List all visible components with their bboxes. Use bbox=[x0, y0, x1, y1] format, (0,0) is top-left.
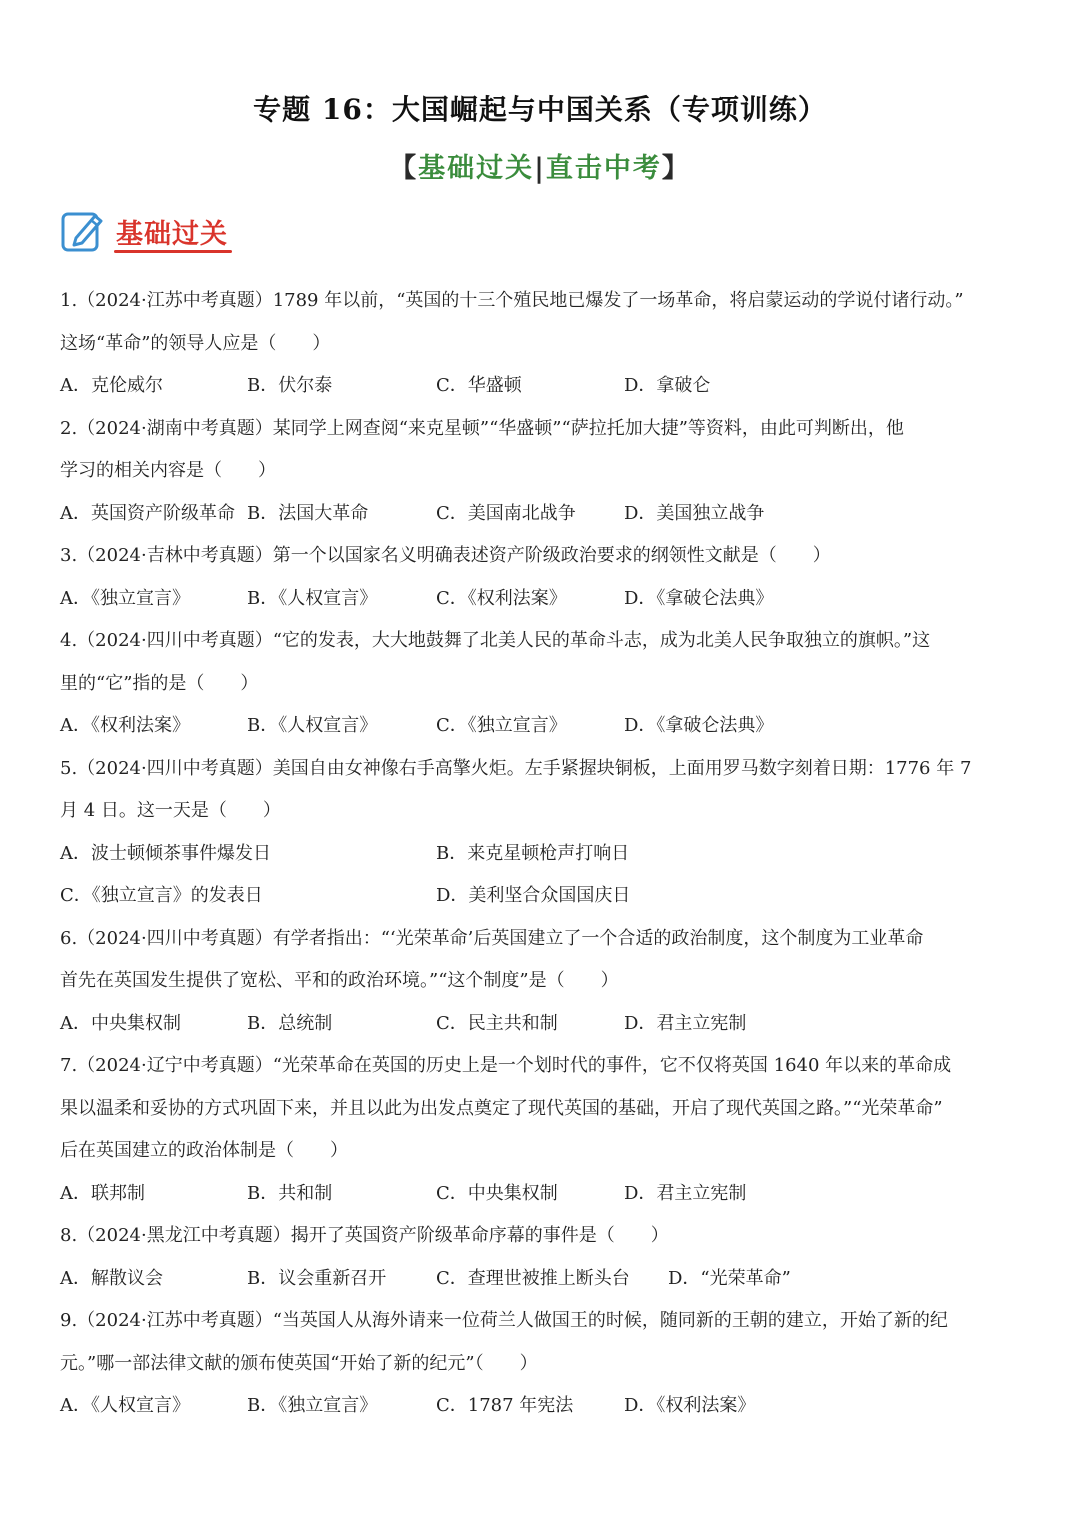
subtitle-exam: 直击中考 bbox=[545, 153, 662, 184]
q4-option-c: C．《独立宣言》 bbox=[436, 715, 567, 736]
section-underline bbox=[114, 250, 232, 253]
q4-option-a: A．《权利法案》 bbox=[60, 715, 190, 736]
q8-option-b: B．议会重新召开 bbox=[247, 1267, 387, 1289]
q3-option-a: A．《独立宣言》 bbox=[60, 587, 190, 609]
question-list bbox=[60, 280, 1040, 1428]
q5-option-b: B．来克星顿枪声打响日 bbox=[436, 842, 630, 864]
q4-option-d: D．《拿破仑法典》 bbox=[624, 715, 774, 736]
question-6-line-2: 首先在英国发生提供了宽松、平和的政治环境。”“这个制度”是（ ） bbox=[60, 970, 619, 991]
question-4-line-1: 4.（2024·四川中考真题）“它的发表，大大地鼓舞了北美人民的革命斗志，成为北美人民争取独立的旗帜。”这 bbox=[60, 630, 931, 651]
q5-option-d: D．美利坚合众国国庆日 bbox=[436, 885, 631, 906]
pencil-note-icon bbox=[60, 208, 106, 254]
q3-option-b: B．《人权宣言》 bbox=[247, 587, 378, 609]
question-7-line-2: 果以温柔和妥协的方式巩固下来，并且以此为出发点奠定了现代英国的基础，开启了现代英国之路。”“光荣革命” bbox=[60, 1097, 943, 1119]
q4-option-b: B．《人权宣言》 bbox=[247, 715, 378, 736]
q5-option-a: A．波士顿倾茶事件爆发日 bbox=[60, 842, 271, 864]
question-8-line-1: 8.（2024·黑龙江中考真题）揭开了英国资产阶级革命序幕的事件是（ ） bbox=[60, 1225, 669, 1246]
q2-option-b: B．法国大革命 bbox=[247, 502, 369, 524]
subtitle-basic: 基础过关 bbox=[418, 153, 535, 184]
subtitle-close-bracket: 】 bbox=[661, 153, 691, 184]
section-label: 基础过关 bbox=[116, 219, 228, 250]
q7-option-b: B．共和制 bbox=[247, 1182, 333, 1204]
question-2-line-1: 2.（2024·湖南中考真题）某同学上网查阅“来克星顿”“华盛顿”“萨拉托加大捷”等资料，由此可判断出，他 bbox=[60, 417, 904, 439]
question-9-options bbox=[60, 1385, 1040, 1428]
q7-option-a: A．联邦制 bbox=[60, 1182, 145, 1204]
question-3-options bbox=[60, 578, 1040, 621]
q7-option-d: D．君主立宪制 bbox=[624, 1182, 747, 1204]
q1-option-c: C．华盛顿 bbox=[436, 375, 522, 396]
q2-option-c: C．美国南北战争 bbox=[436, 502, 576, 524]
question-5-line-2: 月 4 日。这一天是（ ） bbox=[60, 800, 281, 821]
q6-option-b: B．总统制 bbox=[247, 1012, 333, 1034]
question-5-options-row-2 bbox=[60, 875, 1040, 918]
q8-option-c: C．查理世被推上断头台 bbox=[436, 1267, 630, 1289]
q9-option-c: C．1787 年宪法 bbox=[436, 1395, 574, 1416]
q3-option-d: D．《拿破仑法典》 bbox=[624, 587, 774, 609]
section-header bbox=[60, 204, 260, 260]
question-7-line-1: 7.（2024·辽宁中考真题）“光荣革命在英国的历史上是一个划时代的事件，它不仅将英国 1640 年以来的革命成 bbox=[60, 1055, 952, 1076]
question-9-line-2: 元。”哪一部法律文献的颁布使英国“开始了新的纪元”（ ） bbox=[60, 1352, 538, 1374]
q9-option-b: B．《独立宣言》 bbox=[247, 1395, 378, 1416]
question-2-options bbox=[60, 493, 1040, 536]
q9-option-a: A．《人权宣言》 bbox=[60, 1395, 190, 1416]
question-5-line-1: 5.（2024·四川中考真题）美国自由女神像右手高擎火炬。左手紧握块铜板，上面用罗马数字刻着日期：1776 年 7 bbox=[60, 757, 972, 779]
question-4-line-2: 里的“它”指的是（ ） bbox=[60, 672, 259, 694]
question-1-line-2: 这场“革命”的领导人应是（ ） bbox=[60, 332, 331, 354]
q2-option-a: A．英国资产阶级革命 bbox=[60, 502, 235, 524]
question-7-options bbox=[60, 1173, 1040, 1216]
subtitle-separator: | bbox=[534, 153, 546, 184]
question-6-options bbox=[60, 1003, 1040, 1046]
q3-option-c: C．《权利法案》 bbox=[436, 587, 567, 609]
q1-option-a: A．克伦威尔 bbox=[60, 375, 163, 396]
question-5-options-row-1 bbox=[60, 833, 1040, 876]
q6-option-d: D．君主立宪制 bbox=[624, 1012, 747, 1034]
q6-option-a: A．中央集权制 bbox=[60, 1012, 181, 1034]
question-9-line-1: 9.（2024·江苏中考真题）“当英国人从海外请来一位荷兰人做国王的时候，随同新的王朝的建立，开始了新的纪 bbox=[60, 1310, 948, 1331]
q2-option-d: D．美国独立战争 bbox=[624, 502, 765, 524]
q9-option-d: D．《权利法案》 bbox=[624, 1395, 756, 1416]
subtitle-open-bracket: 【 bbox=[389, 153, 419, 184]
q1-option-b: B．伏尔泰 bbox=[247, 375, 333, 396]
q6-option-c: C．民主共和制 bbox=[436, 1012, 558, 1034]
question-6-line-1: 6.（2024·四川中考真题）有学者指出：“‘光荣革命’后英国建立了一个合适的政治制度，这个制度为工业革命 bbox=[60, 927, 924, 949]
q8-option-a: A．解散议会 bbox=[60, 1267, 163, 1289]
subtitle bbox=[0, 146, 1080, 185]
question-7-line-3: 后在英国建立的政治体制是（ ） bbox=[60, 1140, 348, 1161]
question-8-options bbox=[60, 1258, 1040, 1301]
question-3-line-1: 3.（2024·吉林中考真题）第一个以国家名义明确表述资产阶级政治要求的纲领性文献是（ ） bbox=[60, 545, 831, 566]
q5-option-c: C．《独立宣言》的发表日 bbox=[60, 885, 263, 906]
q1-option-d: D．拿破仑 bbox=[624, 375, 711, 396]
question-1-options bbox=[60, 365, 1040, 408]
q7-option-c: C．中央集权制 bbox=[436, 1182, 558, 1204]
question-4-options bbox=[60, 705, 1040, 748]
q8-option-d: D．“光荣革命” bbox=[668, 1267, 791, 1289]
page-title: 专题 16：大国崛起与中国关系（专项训练） bbox=[253, 93, 827, 126]
question-2-line-2: 学习的相关内容是（ ） bbox=[60, 460, 276, 481]
question-1-line-1: 1.（2024·江苏中考真题）1789 年以前，“英国的十三个殖民地已爆发了一场革命，将启蒙运动的学说付诸行动。” bbox=[60, 290, 964, 311]
